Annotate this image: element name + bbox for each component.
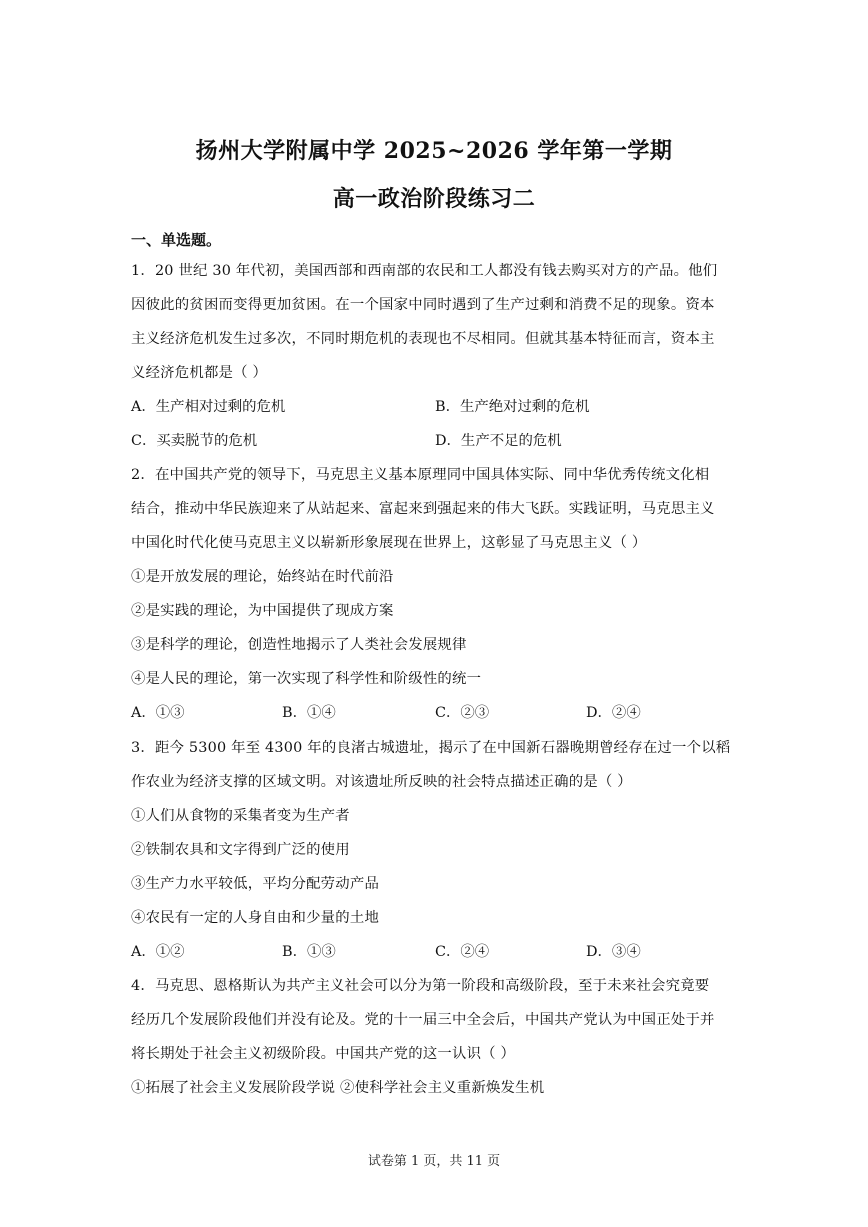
- question-3-statement-4: ④农民有一定的人身自由和少量的土地: [131, 910, 380, 926]
- question-3-line-1: 3．距今 5300 年至 4300 年的良渚古城遗址，揭示了在中国新石器晚期曾经存在过一个以稻: [131, 740, 731, 756]
- question-3-statement-3: ③生产力水平较低，平均分配劳动产品: [131, 876, 380, 892]
- question-1-line-1: 1．20 世纪 30 年代初，美国西部和西南部的农民和工人都没有钱去购买对方的产品。他们: [131, 263, 718, 279]
- question-3-option-a: A．①②: [131, 944, 185, 960]
- question-2-line-3: 中国化时代化使马克思主义以崭新形象展现在世界上，这彰显了马克思主义（ ）: [131, 535, 647, 551]
- question-3-line-2: 作农业为经济支撑的区域文明。对该遗址所反映的社会特点描述正确的是（ ）: [131, 774, 632, 790]
- question-1-option-d: D．生产不足的危机: [435, 433, 562, 449]
- question-1-option-a: A．生产相对过剩的危机: [131, 399, 286, 415]
- question-2-line-2: 结合，推动中华民族迎来了从站起来、富起来到强起来的伟大飞跃。实践证明，马克思主义: [131, 501, 715, 517]
- question-2-option-d: D．②④: [586, 705, 641, 721]
- question-2-statement-3: ③是科学的理论，创造性地揭示了人类社会发展规律: [131, 637, 467, 653]
- question-4-statements-1-2: ①拓展了社会主义发展阶段学说 ②使科学社会主义重新焕发生机: [131, 1080, 545, 1096]
- question-2-statement-1: ①是开放发展的理论，始终站在时代前沿: [131, 569, 394, 585]
- question-3-option-c: C．②④: [435, 944, 490, 960]
- question-2-option-a: A．①③: [131, 705, 185, 721]
- question-2-statement-2: ②是实践的理论，为中国提供了现成方案: [131, 603, 394, 619]
- question-3-statement-2: ②铁制农具和文字得到广泛的使用: [131, 842, 350, 858]
- section-heading: 一、单选题。: [131, 231, 222, 249]
- question-3-statement-1: ①人们从食物的采集者变为生产者: [131, 808, 350, 824]
- exam-subtitle: 高一政治阶段练习二: [332, 186, 536, 212]
- exam-title: 扬州大学附属中学 2025~2026 学年第一学期: [195, 138, 673, 164]
- question-1-option-b: B．生产绝对过剩的危机: [435, 399, 590, 415]
- question-4-line-2: 经历几个发展阶段他们并没有论及。党的十一届三中全会后，中国共产党认为中国正处于并: [131, 1012, 715, 1028]
- question-4-line-3: 将长期处于社会主义初级阶段。中国共产党的这一认识（ ）: [131, 1046, 516, 1062]
- question-3-option-b: B．①③: [282, 944, 336, 960]
- question-2-line-1: 2．在中国共产党的领导下，马克思主义基本原理同中国具体实际、同中华优秀传统文化相: [131, 467, 710, 483]
- question-2-option-b: B．①④: [282, 705, 336, 721]
- question-3-option-d: D．③④: [586, 944, 641, 960]
- question-1-line-3: 主义经济危机发生过多次，不同时期危机的表现也不尽相同。但就其基本特征而言，资本主: [131, 331, 715, 347]
- question-1-line-4: 义经济危机都是（ ）: [131, 365, 268, 381]
- question-2-option-c: C．②③: [435, 705, 490, 721]
- page-footer: 试卷第 1 页，共 11 页: [367, 1154, 501, 1169]
- question-4-line-1: 4．马克思、恩格斯认为共产主义社会可以分为第一阶段和高级阶段，至于未来社会究竟要: [131, 978, 710, 994]
- question-1-option-c: C．买卖脱节的危机: [131, 433, 258, 449]
- question-2-statement-4: ④是人民的理论，第一次实现了科学性和阶级性的统一: [131, 671, 482, 687]
- question-1-line-2: 因彼此的贫困而变得更加贫困。在一个国家中同时遇到了生产过剩和消费不足的现象。资本: [131, 297, 715, 313]
